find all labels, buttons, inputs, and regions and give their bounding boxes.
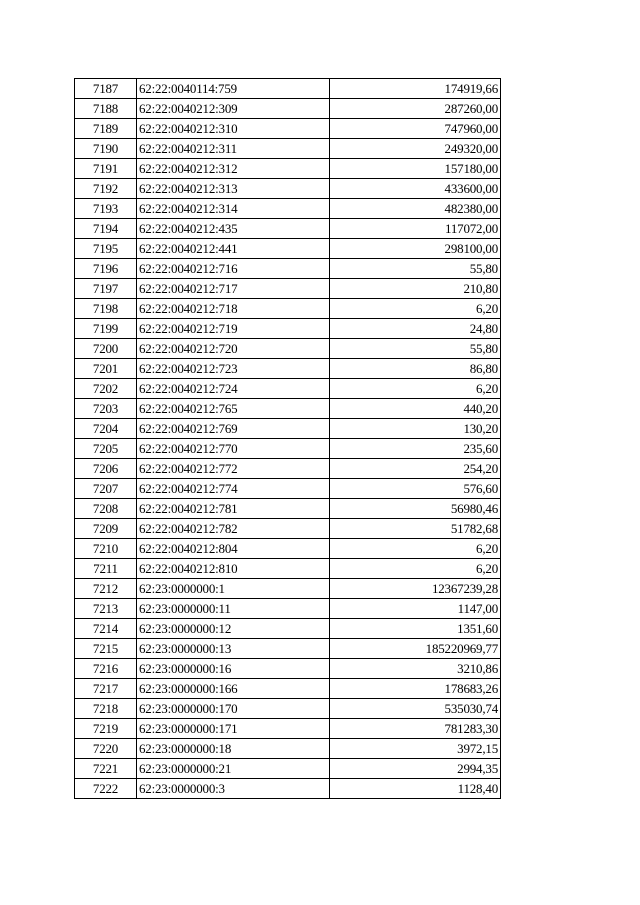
value-cell: 747960,00 — [330, 119, 501, 139]
row-number-cell: 7197 — [75, 279, 137, 299]
cadastral-number-cell: 62:22:0040212:810 — [137, 559, 330, 579]
row-number-cell: 7189 — [75, 119, 137, 139]
cadastral-number-cell: 62:23:0000000:170 — [137, 699, 330, 719]
table-row — [75, 619, 501, 639]
table-row — [75, 659, 501, 679]
cadastral-number-cell: 62:22:0040212:772 — [137, 459, 330, 479]
value-cell: 185220969,77 — [330, 639, 501, 659]
value-cell: 178683,26 — [330, 679, 501, 699]
cadastral-number-cell: 62:22:0040212:769 — [137, 419, 330, 439]
cadastral-number-cell: 62:23:0000000:171 — [137, 719, 330, 739]
row-number-cell: 7220 — [75, 739, 137, 759]
value-cell: 535030,74 — [330, 699, 501, 719]
row-number-cell: 7188 — [75, 99, 137, 119]
row-number-cell: 7190 — [75, 139, 137, 159]
table-row — [75, 779, 501, 799]
row-number-cell: 7203 — [75, 399, 137, 419]
row-number-cell: 7187 — [75, 79, 137, 99]
row-number-cell: 7193 — [75, 199, 137, 219]
cadastral-number-cell: 62:22:0040212:309 — [137, 99, 330, 119]
value-cell: 287260,00 — [330, 99, 501, 119]
value-cell: 3210,86 — [330, 659, 501, 679]
cadastral-number-cell: 62:22:0040212:719 — [137, 319, 330, 339]
table-row — [75, 379, 501, 399]
row-number-cell: 7218 — [75, 699, 137, 719]
table-row — [75, 179, 501, 199]
cadastral-number-cell: 62:22:0040114:759 — [137, 79, 330, 99]
row-number-cell: 7196 — [75, 259, 137, 279]
row-number-cell: 7191 — [75, 159, 137, 179]
value-cell: 249320,00 — [330, 139, 501, 159]
value-cell: 235,60 — [330, 439, 501, 459]
table-row — [75, 119, 501, 139]
cadastral-number-cell: 62:23:0000000:18 — [137, 739, 330, 759]
cadastral-number-cell: 62:22:0040212:717 — [137, 279, 330, 299]
table-row — [75, 219, 501, 239]
cadastral-number-cell: 62:22:0040212:312 — [137, 159, 330, 179]
table-row — [75, 579, 501, 599]
value-cell: 6,20 — [330, 299, 501, 319]
row-number-cell: 7219 — [75, 719, 137, 739]
cadastral-number-cell: 62:22:0040212:770 — [137, 439, 330, 459]
table-row — [75, 599, 501, 619]
cadastral-number-cell: 62:23:0000000:3 — [137, 779, 330, 799]
value-cell: 24,80 — [330, 319, 501, 339]
value-cell: 174919,66 — [330, 79, 501, 99]
cadastral-number-cell: 62:22:0040212:782 — [137, 519, 330, 539]
row-number-cell: 7201 — [75, 359, 137, 379]
table-row — [75, 319, 501, 339]
row-number-cell: 7205 — [75, 439, 137, 459]
value-cell: 130,20 — [330, 419, 501, 439]
row-number-cell: 7211 — [75, 559, 137, 579]
row-number-cell: 7198 — [75, 299, 137, 319]
value-cell: 781283,30 — [330, 719, 501, 739]
row-number-cell: 7199 — [75, 319, 137, 339]
table-row — [75, 519, 501, 539]
table-row — [75, 459, 501, 479]
value-cell: 2994,35 — [330, 759, 501, 779]
cadastral-number-cell: 62:22:0040212:441 — [137, 239, 330, 259]
value-cell: 6,20 — [330, 559, 501, 579]
value-cell: 210,80 — [330, 279, 501, 299]
row-number-cell: 7207 — [75, 479, 137, 499]
value-cell: 440,20 — [330, 399, 501, 419]
row-number-cell: 7212 — [75, 579, 137, 599]
row-number-cell: 7213 — [75, 599, 137, 619]
value-cell: 433600,00 — [330, 179, 501, 199]
value-cell: 51782,68 — [330, 519, 501, 539]
table-row — [75, 479, 501, 499]
value-cell: 157180,00 — [330, 159, 501, 179]
table-row — [75, 199, 501, 219]
value-cell: 55,80 — [330, 339, 501, 359]
table-row — [75, 699, 501, 719]
table-row — [75, 719, 501, 739]
table-row — [75, 239, 501, 259]
cadastral-number-cell: 62:23:0000000:166 — [137, 679, 330, 699]
cadastral-number-cell: 62:22:0040212:313 — [137, 179, 330, 199]
table-row — [75, 159, 501, 179]
table-row — [75, 639, 501, 659]
table-row — [75, 279, 501, 299]
table-row — [75, 339, 501, 359]
cadastral-number-cell: 62:22:0040212:724 — [137, 379, 330, 399]
value-cell: 6,20 — [330, 379, 501, 399]
value-cell: 12367239,28 — [330, 579, 501, 599]
cadastral-number-cell: 62:22:0040212:774 — [137, 479, 330, 499]
row-number-cell: 7208 — [75, 499, 137, 519]
cadastral-number-cell: 62:22:0040212:804 — [137, 539, 330, 559]
row-number-cell: 7210 — [75, 539, 137, 559]
value-cell: 55,80 — [330, 259, 501, 279]
row-number-cell: 7206 — [75, 459, 137, 479]
cadastral-number-cell: 62:22:0040212:720 — [137, 339, 330, 359]
value-cell: 298100,00 — [330, 239, 501, 259]
row-number-cell: 7221 — [75, 759, 137, 779]
value-cell: 6,20 — [330, 539, 501, 559]
table-row — [75, 419, 501, 439]
cadastral-number-cell: 62:23:0000000:11 — [137, 599, 330, 619]
table-row — [75, 739, 501, 759]
row-number-cell: 7215 — [75, 639, 137, 659]
value-cell: 1351,60 — [330, 619, 501, 639]
cadastral-number-cell: 62:22:0040212:314 — [137, 199, 330, 219]
row-number-cell: 7202 — [75, 379, 137, 399]
row-number-cell: 7222 — [75, 779, 137, 799]
cadastral-number-cell: 62:22:0040212:310 — [137, 119, 330, 139]
cadastral-number-cell: 62:22:0040212:716 — [137, 259, 330, 279]
table-row — [75, 539, 501, 559]
table-row — [75, 679, 501, 699]
cadastral-number-cell: 62:22:0040212:781 — [137, 499, 330, 519]
cadastral-number-cell: 62:23:0000000:12 — [137, 619, 330, 639]
cadastral-number-cell: 62:23:0000000:1 — [137, 579, 330, 599]
value-cell: 117072,00 — [330, 219, 501, 239]
table-row — [75, 439, 501, 459]
row-number-cell: 7195 — [75, 239, 137, 259]
value-cell: 86,80 — [330, 359, 501, 379]
row-number-cell: 7209 — [75, 519, 137, 539]
cadastral-number-cell: 62:22:0040212:723 — [137, 359, 330, 379]
row-number-cell: 7192 — [75, 179, 137, 199]
row-number-cell: 7200 — [75, 339, 137, 359]
value-cell: 1147,00 — [330, 599, 501, 619]
cadastral-number-cell: 62:22:0040212:718 — [137, 299, 330, 319]
table-row — [75, 99, 501, 119]
value-cell: 56980,46 — [330, 499, 501, 519]
value-cell: 254,20 — [330, 459, 501, 479]
row-number-cell: 7204 — [75, 419, 137, 439]
cadastral-number-cell: 62:22:0040212:311 — [137, 139, 330, 159]
table-row — [75, 359, 501, 379]
cadastral-number-cell: 62:22:0040212:435 — [137, 219, 330, 239]
table-row — [75, 399, 501, 419]
row-number-cell: 7216 — [75, 659, 137, 679]
value-cell: 3972,15 — [330, 739, 501, 759]
table-body — [75, 79, 501, 799]
cadastral-number-cell: 62:23:0000000:13 — [137, 639, 330, 659]
table-row — [75, 559, 501, 579]
table-row — [75, 259, 501, 279]
cadastral-number-cell: 62:23:0000000:21 — [137, 759, 330, 779]
table-row — [75, 139, 501, 159]
value-cell: 1128,40 — [330, 779, 501, 799]
table-row — [75, 79, 501, 99]
table-row — [75, 499, 501, 519]
row-number-cell: 7194 — [75, 219, 137, 239]
row-number-cell: 7214 — [75, 619, 137, 639]
value-cell: 482380,00 — [330, 199, 501, 219]
table-row — [75, 759, 501, 779]
data-table — [74, 78, 501, 799]
row-number-cell: 7217 — [75, 679, 137, 699]
table-row — [75, 299, 501, 319]
cadastral-number-cell: 62:23:0000000:16 — [137, 659, 330, 679]
cadastral-number-cell: 62:22:0040212:765 — [137, 399, 330, 419]
value-cell: 576,60 — [330, 479, 501, 499]
